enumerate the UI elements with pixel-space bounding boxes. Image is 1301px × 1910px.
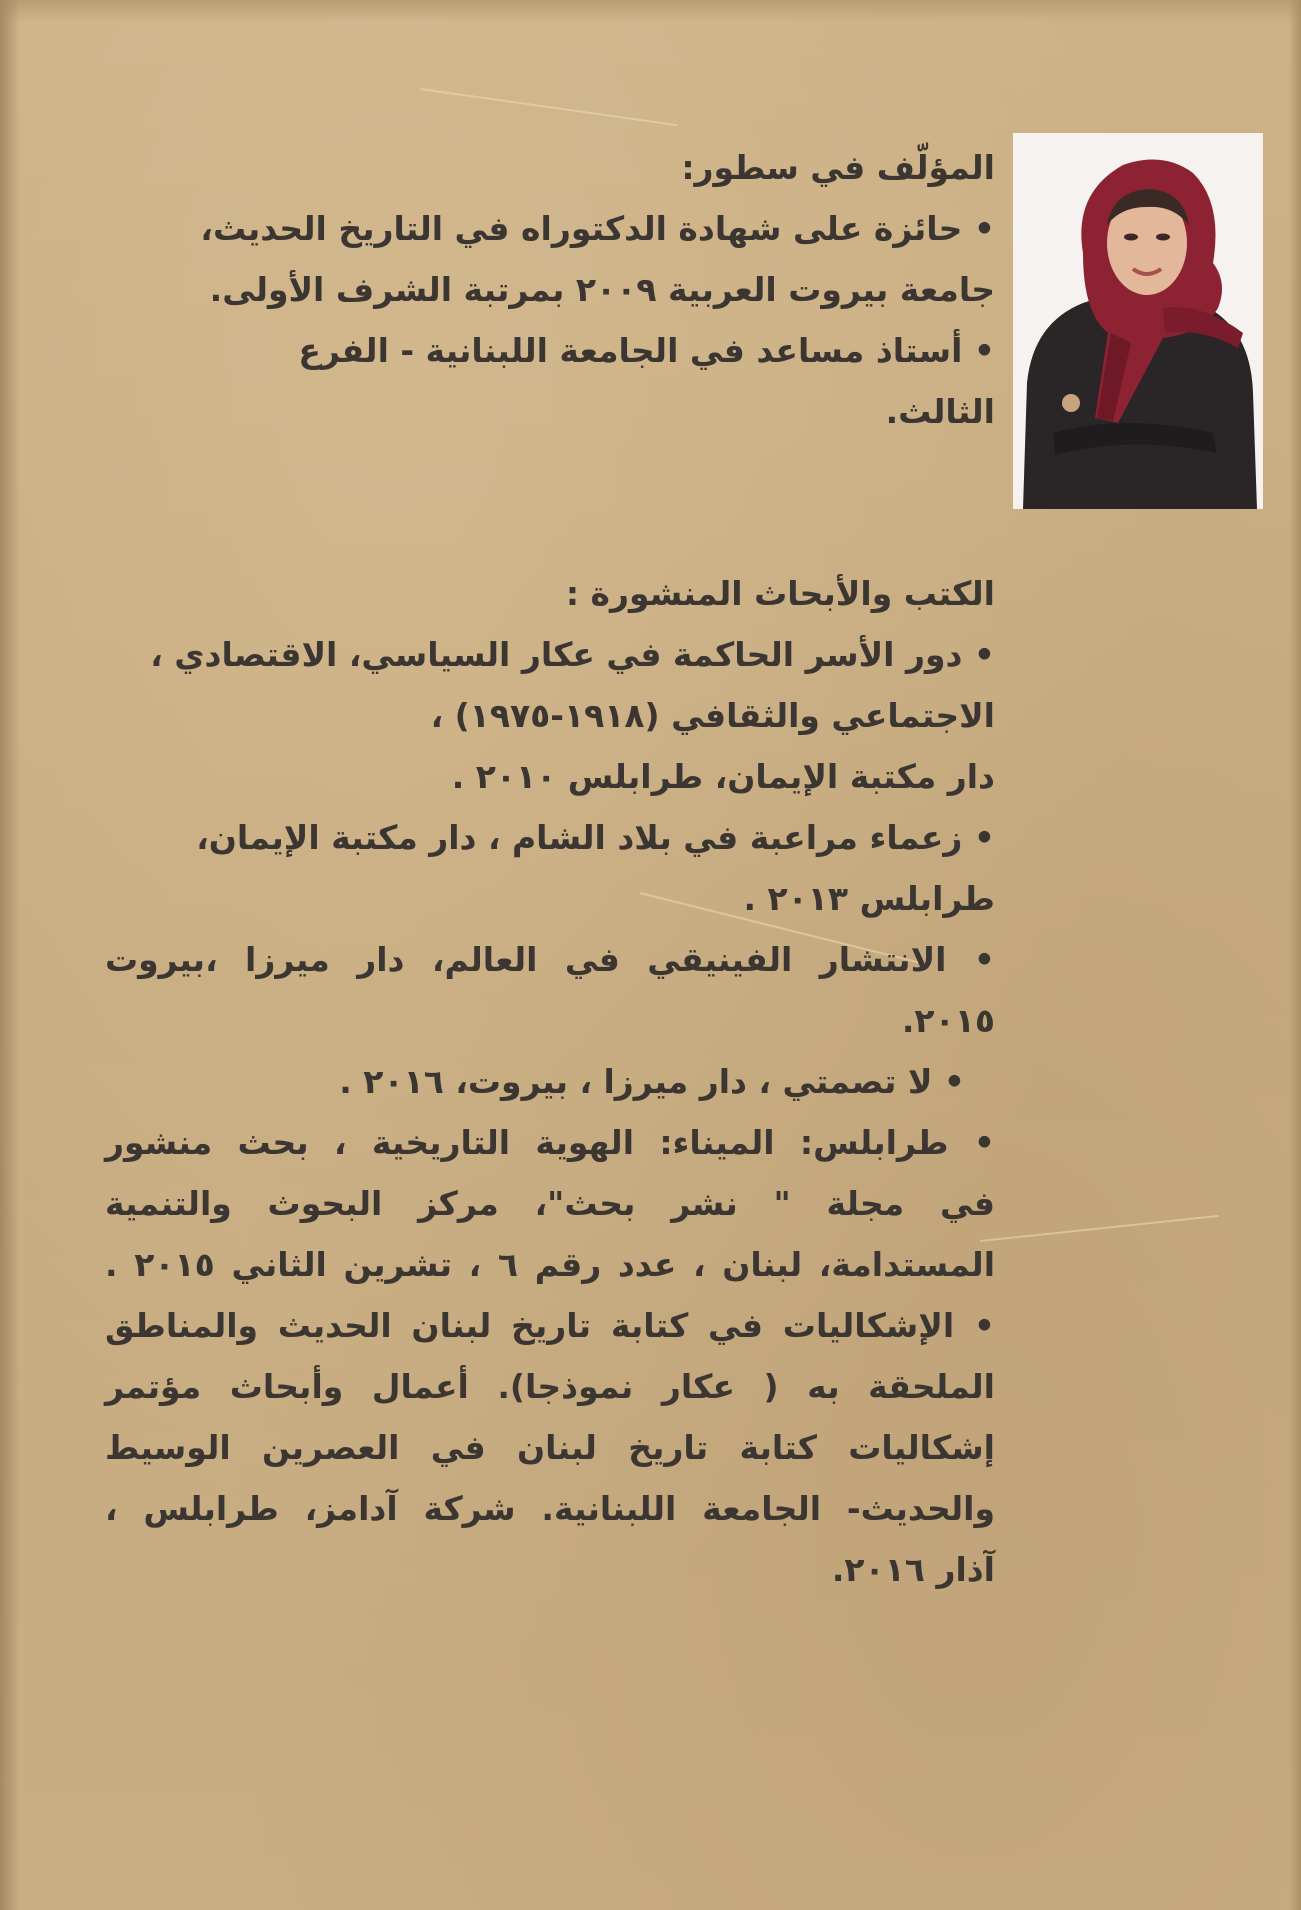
publication-line: آذار ٢٠١٦.: [831, 1550, 995, 1589]
publication-line: والحديث- الجامعة اللبنانية. شركة آدامز، طرابلس ،: [105, 1489, 995, 1528]
publication-line: الملحقة به ( عكار نموذجا). أعمال وأبحاث مؤتمر: [105, 1367, 995, 1406]
publication-line: • الإشكاليات في كتابة تاريخ لبنان الحديث والمناطق: [105, 1306, 995, 1345]
paper-crease: [980, 1215, 1219, 1242]
publication-line: في مجلة " نشر بحث"، مركز البحوث والتنمية: [105, 1184, 995, 1223]
author-photo: [1013, 133, 1263, 509]
publication-line: الاجتماعي والثقافي (١٩١٨-١٩٧٥) ،: [430, 696, 995, 735]
publications-section: [105, 564, 995, 1600]
cover-right-edge: [1289, 0, 1301, 1910]
author-portrait-illustration: [1013, 133, 1263, 509]
cover-left-edge: [0, 0, 20, 1910]
publication-line: طرابلس ٢٠١٣ .: [743, 879, 995, 918]
publication-line: المستدامة، لبنان ، عدد رقم ٦ ، تشرين الثاني ٢٠١٥ .: [105, 1245, 996, 1284]
publication-line: إشكاليات كتابة تاريخ لبنان في العصرين الوسيط: [105, 1428, 995, 1467]
author-bio-section: [200, 138, 995, 442]
publication-line: دار مكتبة الإيمان، طرابلس ٢٠١٠ .: [451, 757, 995, 796]
publication-line: • الانتشار الفينيقي في العالم، دار ميرزا ،بيروت: [105, 940, 995, 979]
publication-line: • زعماء مراعبة في بلاد الشام ، دار مكتبة الإيمان،: [196, 818, 995, 857]
bio-line: الثالث.: [885, 392, 995, 431]
publication-line: ٢٠١٥.: [901, 1001, 995, 1040]
publications-heading: الكتب والأبحاث المنشورة :: [565, 574, 995, 613]
bio-line: • حائزة على شهادة الدكتوراه في التاريخ الحديث،: [200, 209, 995, 248]
publication-line: • لا تصمتي ، دار ميرزا ، بيروت، ٢٠١٦ .: [339, 1062, 965, 1101]
cover-top-edge: [0, 0, 1301, 22]
publication-line: • طرابلس: الميناء: الهوية التاريخية ، بحث منشور: [105, 1123, 995, 1162]
bio-line: • أستاذ مساعد في الجامعة اللبنانية - الفرع: [298, 331, 995, 370]
author-bio-heading: المؤلّف في سطور:: [681, 148, 995, 187]
bio-line: جامعة بيروت العربية ٢٠٠٩ بمرتبة الشرف الأولى.: [209, 270, 995, 309]
publication-line: • دور الأسر الحاكمة في عكار السياسي، الاقتصادي ،: [150, 635, 995, 674]
paper-crease: [420, 88, 678, 126]
